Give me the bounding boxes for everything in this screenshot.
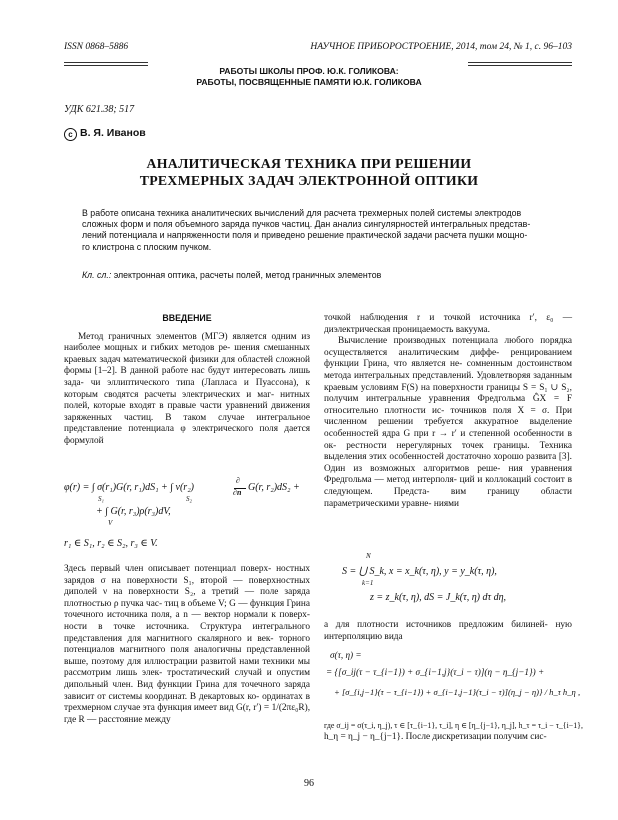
abstract-line: В работе описана техника аналитических вычислений для расчета трехмерных полей системы электродов (82, 208, 522, 218)
text-line: ности в точке источника. Структура интегрального (64, 621, 310, 632)
text-line: Фредгольма ĜX = F относительно плотности ис- (324, 394, 572, 416)
title-line-1: АНАЛИТИЧЕСКАЯ ТЕХНИКА ПРИ РЕШЕНИИ (146, 156, 472, 171)
text-line: представлений. Удовлетворяя заданным краевым (324, 370, 572, 393)
explanation-paragraph (64, 564, 310, 726)
boundary-formula-line-2: z = z_k(τ, η), dS = J_k(τ, η) dτ dη, (370, 592, 507, 603)
text-line: порядка осуществляется аналитическим диффе- (324, 336, 572, 358)
interpolation-text (324, 620, 572, 643)
page-number: 96 (304, 778, 314, 789)
right-column (324, 313, 572, 510)
abstract-line: сложных форм и поля объемного заряда пучков частиц. Дан анализ сингулярностей интегральных представ- (82, 219, 531, 230)
text-line: Здесь первый член описывает потенциал поверх- (64, 564, 272, 574)
boundary-formula (342, 552, 572, 608)
text-line: представленной выше, поэтому для иллюстрации (64, 645, 310, 667)
header-rule-left-top (64, 62, 148, 63)
integral-limit-v: V (108, 519, 113, 527)
intro-paragraph (64, 332, 310, 448)
formula-partial-den: ∂n (233, 488, 242, 497)
text-line: вид G(r, r′) = 1/(2πε₀R), где R — расстояние между (64, 703, 311, 725)
school-line-2: РАБОТЫ, ПОСВЯЩЕННЫЕ ПАМЯТИ Ю.К. ГОЛИКОВА (196, 77, 422, 87)
text-line: зависит от системы координат. В декартовых ко- (64, 691, 260, 702)
text-line: представления для магнитного скалярного и век- (64, 633, 274, 644)
text-line: электрического поля дается формулой (64, 424, 310, 446)
school-line-1: РАБОТЫ ШКОЛЫ ПРОФ. Ю.К. ГОЛИКОВА: (219, 66, 399, 76)
text-line: выделения этих особенностей достаточно хорошо (324, 452, 524, 463)
integral-limit-s2: S₂ (186, 495, 192, 503)
text-line: член. Вид функции Грина для точечного заряда (112, 679, 311, 690)
text-line: требуется аккуратное выделение особенностей (324, 417, 572, 439)
discretization-paragraph (324, 720, 583, 743)
text-line: S = S₁ ∪ S₂, получим интегральные уравнения (324, 382, 572, 405)
text-line: ординатах в трехмерном случае эта функция имеет (64, 691, 311, 714)
text-line: развита [3]. Один из возможных алгоритмов реше- (324, 452, 572, 474)
udk-code: УДК 621.38; 517 (64, 104, 135, 115)
text-line: Метод граничных элементов (МГЭ) является (78, 331, 267, 342)
union-lower-limit: k=1 (362, 579, 374, 587)
text-line: ядра G при r → r′ и степенной особенности в ок- (324, 428, 573, 451)
copyright-icon: c (64, 128, 77, 141)
continuation-paragraph (324, 313, 572, 336)
interpolation-paragraph (324, 620, 572, 643)
author-line (64, 127, 146, 141)
interp-formula-line-3: + [σ_{i,j−1}(τ − τ_{i−1}) + σ_{i−1,j−1}(τ_i − τ)](η_j − η)} / h_τ h_η , (334, 687, 581, 697)
discretization-text (324, 720, 583, 743)
text-line: тиц в объеме V; G — функция Грина точечного (64, 598, 311, 621)
keywords-label: Кл. сл.: (82, 270, 112, 280)
text-line: условиям F(S) на поверхности границы (360, 382, 520, 393)
text-line: ную интерполяцию вида (324, 620, 573, 642)
text-line: ниями (433, 498, 459, 509)
text-line: где σ_ij = σ(τ_i, η_j), τ ∈ [τ_{i−1}, τ_i], η ∈ [η_{j−1}, η_j], h_τ = τ_i − τ_{i−1}, (324, 721, 583, 730)
boundary-formula-line-1: S = ⋃ S_k, x = x_k(τ, η), y = y_k(τ, η), (342, 566, 497, 577)
formula-line-2: + ∫ G(r, r₃)ρ(r₃)dV, (96, 506, 171, 517)
text-line: которым сводятся расчеты электрических и маг- (64, 389, 275, 400)
text-line: рестности нерегулярных точек границы. Техника (346, 440, 572, 451)
interpolation-formula (326, 650, 581, 712)
text-line: уравнений движения заряженных частиц. В таком (64, 401, 310, 423)
text-line: точников поля X = σ. При численном решении (324, 405, 572, 428)
fredholm-paragraph (324, 336, 572, 510)
text-line: h_η = η_j − η_{j−1}. После дискретизации получим сис- (324, 731, 547, 742)
text-line: физики для областей сложной формы [1–2]. В (64, 354, 310, 377)
text-line: ренцированием функции Грина, что является не- (324, 347, 573, 370)
paper-title (0, 155, 618, 189)
text-line: точкой наблюдения r и точкой источника r′, ε₀ — (324, 313, 572, 323)
text-line: торного потенциалов магнитного поля аналогичны (64, 633, 310, 656)
text-line: нитных полей, которые входят в правые части (64, 389, 311, 412)
school-heading (0, 66, 618, 88)
formula-partial-num: ∂ (236, 476, 240, 485)
text-line: диэлектрическая проницаемость вакуума. (324, 324, 490, 335)
text-line: Вычисление производных потенциала любого (338, 336, 534, 347)
interp-formula-line-2: = {[σ_ij(τ − τ_{i−1}) + σ_{i−1,j}(τ_i − τ)](η − η_{j−1}) + (326, 667, 545, 677)
potential-formula (64, 476, 314, 554)
issn-header: ISSN 0868–5886 (64, 42, 129, 52)
text-line: ния уравнения Фредгольма — метод интерполя- (324, 463, 572, 486)
text-line: данной работе нас будут интересовать лишь зада- (64, 366, 310, 388)
text-line: случае интегральное представление потенциала φ (64, 412, 310, 435)
text-line: а для плотности источников предложим билиней- (324, 620, 548, 630)
text-line: а третий — поле заряда плотностью ρ пучка час- (64, 587, 310, 609)
keywords (82, 270, 550, 280)
text-line: источника поля, а n — вектор нормали к поверх- (107, 610, 310, 621)
text-line: ностных зарядов σ на поверхности S₁, второй — (64, 564, 310, 586)
integral-limit-s1: S₁ (98, 495, 104, 503)
section-heading-introduction: ВВЕДЕНИЕ (162, 313, 212, 323)
abstract (82, 208, 550, 253)
formula-line-3: r₁ ∈ S₁, r₂ ∈ S₂, r₃ ∈ V. (64, 538, 158, 549)
formula-line-1a: φ(r) = ∫ σ(r₁)G(r, r₁)dS₁ + ∫ ν(r₂) (64, 482, 194, 493)
text-line: тростатический случай и опустим дипольный (64, 668, 310, 690)
text-line: сомненным достоинством метода интегральных (324, 359, 573, 381)
left-column (64, 313, 310, 448)
abstract-line: лений потенциала и напряженности поля и приведено решение практической задачи расчета пушки мощно- (82, 230, 528, 241)
text-line: ций и коллокаций состоит в следующем. Предста- (324, 475, 572, 497)
header-rule-right-top (468, 62, 572, 63)
text-line: одним из наиболее мощных и гибких методов ре- (64, 331, 311, 354)
title-line-2: ТРЕХМЕРНЫХ ЗАДАЧ ЭЛЕКТРОННОЙ ОПТИКИ (139, 173, 479, 188)
keywords-text: электронная оптика, расчеты полей, метод граничных элементов (111, 270, 382, 280)
text-line: поверхностных диполей ν на поверхности S₂, (64, 575, 310, 598)
text-line: вим границу области параметрическими уравне- (324, 486, 572, 509)
journal-header: НАУЧНОЕ ПРИБОРОСТРОЕНИЕ, 2014, том 24, № 1, c. 96–103 (310, 42, 572, 52)
text-line: чи эллиптического типа (Лапласа и Пуассона), к (90, 377, 311, 388)
interp-formula-line-1: σ(τ, η) = (330, 650, 362, 660)
text-line: шения смешанных краевых задач математической (64, 343, 311, 365)
left-column-continued (64, 564, 310, 726)
union-upper-limit: N (366, 552, 371, 560)
text-line: развитой нами техники мы рассмотрим лишь элек- (64, 656, 310, 679)
formula-line-1d: G(r, r₂)dS₂ + (248, 482, 300, 493)
author-name: В. Я. Иванов (80, 127, 146, 139)
abstract-line: го клистрона с плоским пучком. (82, 241, 212, 252)
